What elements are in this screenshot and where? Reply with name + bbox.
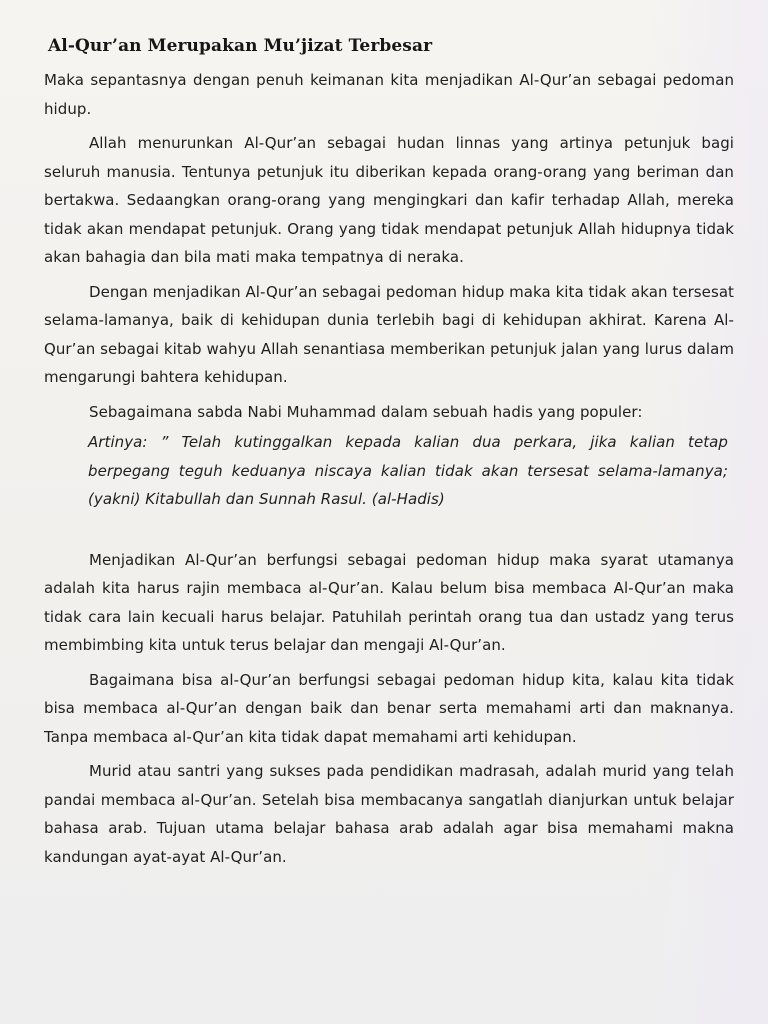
paragraph-gap [44, 520, 734, 546]
paragraph-memahami-arti: Bagaimana bisa al-Qur’an berfungsi sebagai pedoman hidup kita, kalau kita tidak bisa membaca al-Qur’an dengan baik dan benar serta memahami arti dan maknanya. Tanpa membaca al-Qur’an kita tidak dapat memahami arti kehidupan. [44, 670, 734, 746]
paragraph-pedoman-hidup: Dengan menjadikan Al-Qur’an sebagai pedoman hidup maka kita tidak akan tersesat selama-lamanya, baik di kehidupan dunia terlebih bagi di kehidupan akhirat. Karena Al-Qur’an sebagai kitab wahyu Allah senantiasa memberikan petunjuk jalan yang lurus dalam mengarungi bahtera kehidupan. [44, 282, 734, 386]
document-body [44, 34, 734, 877]
paragraph-bahasa-arab: Murid atau santri yang sukses pada pendidikan madrasah, adalah murid yang telah pandai membaca al-Qur’an. Setelah bisa membacanya sangatlah dianjurkan untuk belajar bahasa arab. Tujuan utama belajar bahasa arab adalah agar bisa memahami makna kandungan ayat-ayat Al-Qur’an. [44, 762, 734, 866]
intro-paragraph: Maka sepantasnya dengan penuh keimanan kita menjadikan Al-Qur’an sebagai pedoman hidup. [44, 71, 734, 118]
paragraph-hudan-linnas: Allah menurunkan Al-Qur’an sebagai hudan linnas yang artinya petunjuk bagi seluruh manusia. Tentunya petunjuk itu diberikan kepada orang-orang yang beriman dan bertakwa. Sedaangkan orang-orang yang mengingkari dan kafir terhadap Allah, mereka tidak akan mendapat petunjuk. Orang yang tidak mendapat petunjuk Allah hidupnya tidak akan bahagia dan bila mati maka tempatnya di neraka. [44, 134, 734, 266]
page-title: Al-Qur’an Merupakan Mu’jizat Terbesar [48, 36, 433, 56]
hadis-quote: Artinya: ” Telah kutinggalkan kepada kalian dua perkara, jika kalian tetap berpegang teguh keduanya niscaya kalian tidak akan tersesat selama-lamanya; (yakni) Kitabullah dan Sunnah Rasul. (al-Hadis) [88, 433, 728, 508]
paragraph-hadis-intro: Sebagaimana sabda Nabi Muhammad dalam sebuah hadis yang populer: [89, 402, 643, 421]
paragraph-rajin-membaca: Menjadikan Al-Qur’an berfungsi sebagai pedoman hidup maka syarat utamanya adalah kita harus rajin membaca al-Qur’an. Kalau belum bisa membaca Al-Qur’an maka tidak cara lain kecuali harus belajar. Patuhilah perintah orang tua dan ustadz yang terus membimbing kita untuk terus belajar dan mengaji Al-Qur’an. [44, 550, 734, 654]
